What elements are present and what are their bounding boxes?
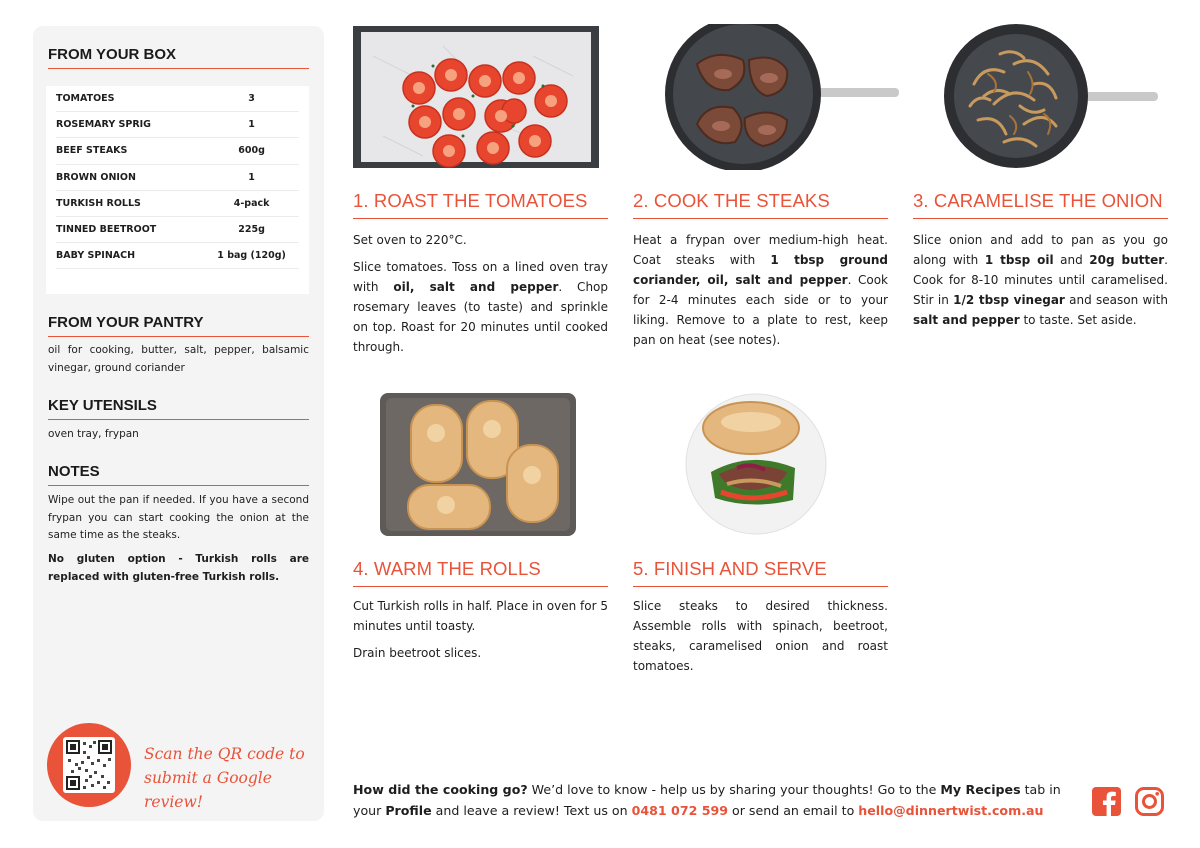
- notes-gluten-text: No gluten option - Turkish rolls are replaced with gluten-free Turkish rolls.: [48, 553, 309, 583]
- table-row: [56, 86, 299, 112]
- ingredient-name: ROSEMARY SPRIG: [56, 119, 151, 131]
- ingredient-qty: 3: [248, 93, 255, 105]
- step3-bold: 20g butter: [1089, 253, 1165, 267]
- step5-title: 5. FINISH AND SERVE: [633, 558, 888, 587]
- from-box-title: FROM YOUR BOX: [48, 46, 309, 69]
- ingredient-name: BABY SPINACH: [56, 250, 136, 262]
- instagram-icon[interactable]: [1134, 786, 1165, 817]
- ingredient-name: TINNED BEETROOT: [56, 224, 157, 236]
- pantry-text: oil for cooking, butter, salt, pepper, balsamic vinegar, ground coriander: [48, 344, 309, 374]
- step4-paragraph: Drain beetroot slices.: [353, 646, 482, 660]
- step2-paragraph: [633, 230, 888, 350]
- footer-text: tab in your: [353, 782, 1061, 818]
- step2-title: 2. COOK THE STEAKS: [633, 190, 888, 219]
- step3-text: . Cook for 8-10 minutes until caramelised. Stir in: [913, 253, 1168, 307]
- phone-link[interactable]: 0481 072 599: [631, 803, 729, 818]
- table-row: [56, 191, 299, 217]
- ingredient-qty: 1 bag (120g): [217, 250, 286, 262]
- step1-image: [353, 26, 599, 168]
- step3-title: 3. CARAMELISE THE ONION: [913, 190, 1168, 219]
- from-box-table: [46, 86, 309, 294]
- notes-text: Wipe out the pan if needed. If you have a second frypan you can start cooking the onion at the same time as the steaks.: [48, 494, 309, 541]
- footer-text: and leave a review! Text us on: [431, 803, 632, 818]
- step2-body: [633, 230, 888, 357]
- ingredients-sidebar: [33, 26, 324, 821]
- step1-bold: oil, salt and pepper: [393, 280, 559, 294]
- step4-paragraph: Cut Turkish rolls in half. Place in oven for 5 minutes until toasty.: [353, 599, 608, 633]
- step2-image: [663, 24, 901, 170]
- qr-badge: [47, 723, 131, 807]
- ingredient-name: BROWN ONION: [56, 171, 136, 183]
- ingredient-qty: 4-pack: [233, 197, 270, 209]
- ingredient-qty: 1: [248, 171, 255, 183]
- footer-text: We’d love to know - help us by sharing your thoughts! Go to the: [527, 782, 941, 797]
- table-row: [56, 217, 299, 243]
- step4-image: [380, 393, 576, 536]
- notes-title: NOTES: [48, 463, 309, 486]
- ingredient-name: TOMATOES: [56, 93, 115, 105]
- qr-code-icon[interactable]: [63, 737, 115, 793]
- ingredient-qty: 225g: [238, 224, 265, 236]
- step1-paragraph: [353, 257, 608, 357]
- email-link[interactable]: hello@dinnertwist.com.au: [858, 803, 1044, 818]
- step3-bold: 1 tbsp oil: [984, 253, 1054, 267]
- footer-bold: How did the cooking go?: [353, 782, 528, 797]
- step3-body: [913, 230, 1168, 337]
- step1-text: . Chop rosemary leaves (to taste) and sprinkle on top. Roast for 20 minutes until cooked through.: [353, 280, 609, 354]
- ingredient-qty: 600g: [238, 145, 265, 157]
- table-row: [56, 112, 299, 138]
- footer-text: or send an email to: [728, 803, 859, 818]
- table-row: [56, 243, 299, 269]
- step5-image: [681, 392, 831, 537]
- step2-text: . Cook for 2-4 minutes each side or to your liking. Remove to a plate to rest, keep pan on heat (see notes).: [633, 273, 889, 347]
- step3-text: to taste. Set aside.: [1019, 313, 1137, 327]
- step3-text: and: [1053, 253, 1090, 267]
- step4-title: 4. WARM THE ROLLS: [353, 558, 608, 587]
- ingredient-name: TURKISH ROLLS: [56, 197, 141, 209]
- utensils-title: KEY UTENSILS: [48, 397, 309, 420]
- step3-bold: 1/2 tbsp vinegar: [953, 293, 1065, 307]
- step3-text: and season with: [1064, 293, 1168, 307]
- step3-bold: salt and pepper: [913, 313, 1020, 327]
- step1-body: [353, 230, 608, 364]
- step2-text: Heat a frypan over medium-high heat. Coat steaks with: [633, 233, 888, 267]
- step1-title: 1. ROAST THE TOMATOES: [353, 190, 608, 219]
- review-footer: [353, 779, 1073, 821]
- ingredient-name: BEEF STEAKS: [56, 145, 128, 157]
- my-recipes-link[interactable]: My Recipes: [940, 782, 1021, 797]
- step5-paragraph: Slice steaks to desired thickness. Assemble rolls with spinach, beetroot, steaks, caramelised onion and roast tomatoes.: [633, 599, 888, 673]
- table-row: [56, 138, 299, 164]
- step2-bold: 1 tbsp ground coriander, oil, salt and pepper: [633, 253, 888, 287]
- facebook-icon[interactable]: [1091, 786, 1122, 817]
- utensils-text: oven tray, frypan: [48, 428, 139, 440]
- step5-body: [633, 596, 888, 683]
- step1-text: Slice tomatoes. Toss on a lined oven tray with: [353, 260, 608, 294]
- step4-body: [353, 596, 608, 670]
- step3-image: [944, 24, 1160, 170]
- pantry-title: FROM YOUR PANTRY: [48, 314, 309, 337]
- table-row: [56, 165, 299, 191]
- step3-paragraph: [913, 230, 1168, 330]
- step1-paragraph: Set oven to 220°C.: [353, 233, 467, 247]
- qr-review-text: Scan the QR code to submit a Google review!: [144, 745, 305, 811]
- profile-link[interactable]: Profile: [385, 803, 432, 818]
- ingredient-qty: 1: [248, 119, 255, 131]
- step3-text: Slice onion and add to pan as you go along with: [913, 233, 1168, 267]
